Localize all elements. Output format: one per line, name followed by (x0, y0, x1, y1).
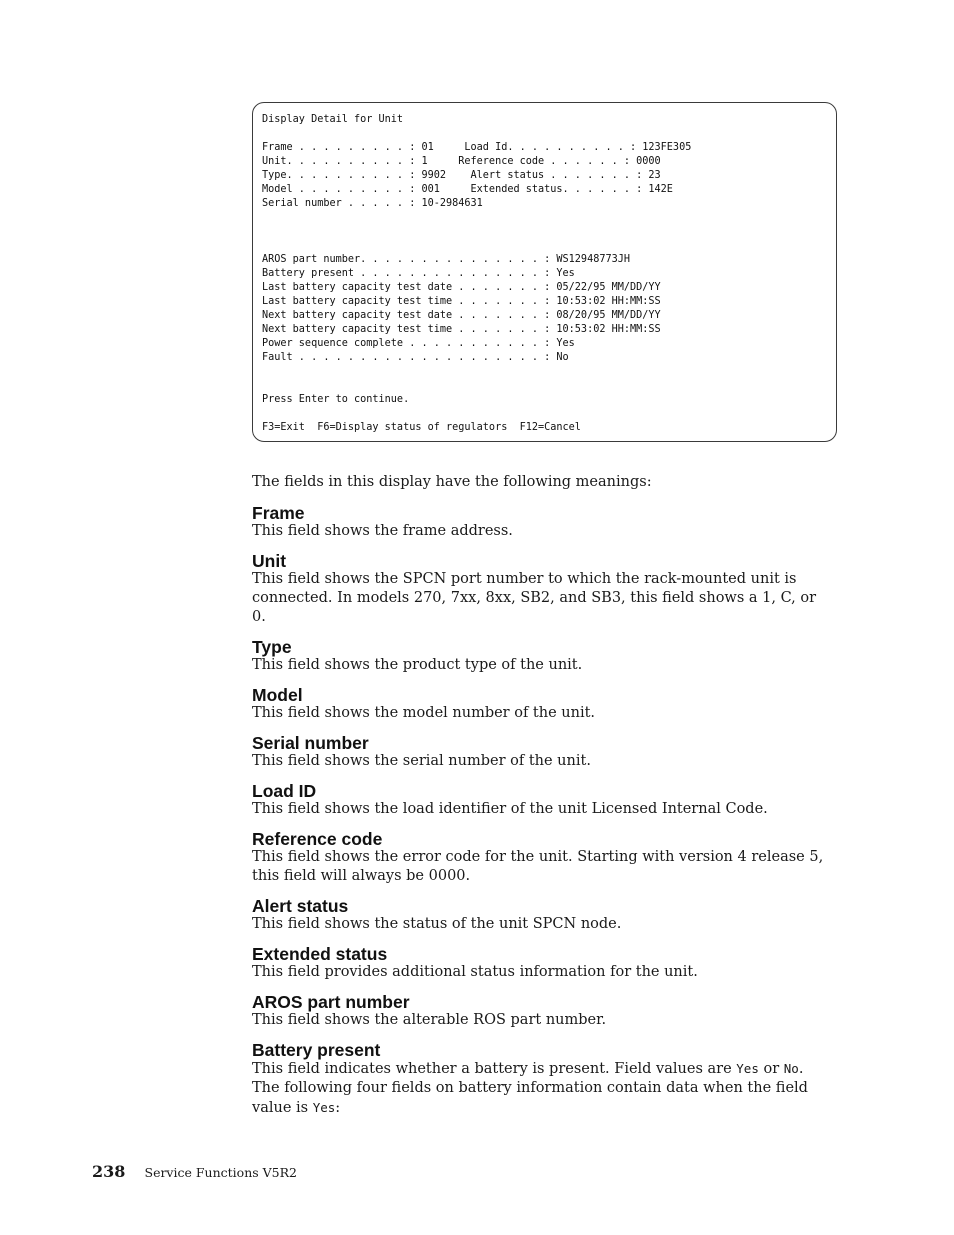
intro-text: The fields in this display have the following meanings: (252, 474, 652, 490)
field-desc: This field shows the frame address. (252, 523, 513, 539)
field-desc: This field shows the model number of the unit. (252, 705, 596, 721)
field-entry (252, 638, 832, 675)
display-detail-screen (252, 102, 837, 442)
field-entry (252, 552, 832, 627)
screen-text: Display Detail for Unit Frame . . . . . . . . . : 01 Load Id. . . . . . . . . . : 123FE305 Unit. . . . . . . . . . : 1 Reference code . . . . . . : 0000 Type. . . . . . . . . . : 9902 Alert status . . . . . . . : 23 Model . . . . . . . . . : 001 Extended status. . . . . . : 142E Serial number . . . . . : 10-2984631 AROS part number. . . . . . . . . . . . . . . : WS12948773JH Battery present . . . . . . . . . . . . . . . : Yes Last battery capacity test date . . . . . . . : 05/22/95 MM/DD/YY Last battery capacity test time . . . . . . . : 10:53:02 HH:MM:SS Next battery capacity test date . . . . . . . : 08/20/95 MM/DD/YY Next battery capacity test time . . . . . . . : 10:53:02 HH:MM:SS Power sequence complete . . . . . . . . . . . : Yes Fault . . . . . . . . . . . . . . . . . . . . : No Press Enter to continue. F3=Exit F6=Display status of regulators F12=Cancel (262, 114, 692, 433)
field-desc: This field shows the error code for the unit. Starting with version 4 release 5, this field will always be 0000. (252, 849, 824, 884)
field-desc: This field shows the load identifier of the unit Licensed Internal Code. (252, 801, 768, 817)
field-descriptions (252, 472, 832, 1129)
field-desc: This field shows the serial number of the unit. (252, 753, 591, 769)
field-entry (252, 734, 832, 771)
field-desc: This field shows the alterable ROS part number. (252, 1012, 607, 1028)
field-battery-present (252, 1041, 832, 1118)
field-term: Type (252, 637, 292, 657)
field-entry (252, 686, 832, 723)
field-term: Unit (252, 551, 287, 571)
field-entry (252, 504, 832, 541)
field-term: Load ID (252, 781, 317, 801)
field-term: Battery present (252, 1040, 381, 1060)
desc-text: This field indicates whether a battery is present. Field values are (252, 1061, 737, 1077)
desc-text: . The following four fields on battery information contain data when the field value is (252, 1061, 808, 1116)
field-term: Reference code (252, 829, 383, 849)
book-title: Service Functions V5R2 (144, 1165, 297, 1180)
value-yes: Yes (736, 1061, 759, 1076)
field-entry (252, 897, 832, 934)
desc-text: or (758, 1061, 784, 1077)
page-footer (92, 1162, 297, 1181)
field-term: AROS part number (252, 992, 410, 1012)
fields-list (252, 504, 832, 1030)
field-term: Frame (252, 503, 305, 523)
field-entry (252, 945, 832, 982)
field-desc: This field provides additional status information for the unit. (252, 964, 698, 980)
field-desc: This field shows the SPCN port number to which the rack-mounted unit is connected. In models 270, 7xx, 8xx, SB2, and SB3, this field shows a 1, C, or 0. (252, 571, 817, 625)
field-desc: This field shows the product type of the unit. (252, 657, 583, 673)
value-yes: Yes (312, 1100, 336, 1115)
page-number: 238 (92, 1162, 126, 1181)
field-term: Extended status (252, 944, 388, 964)
field-entry (252, 782, 832, 819)
field-desc: This field shows the status of the unit SPCN node. (252, 916, 622, 932)
field-entry (252, 993, 832, 1030)
field-entry (252, 830, 832, 886)
field-desc (252, 1059, 832, 1118)
field-term: Alert status (252, 896, 349, 916)
field-term: Serial number (252, 733, 369, 753)
desc-text: : (335, 1100, 341, 1116)
field-term: Model (252, 685, 303, 705)
value-no: No (783, 1061, 799, 1076)
